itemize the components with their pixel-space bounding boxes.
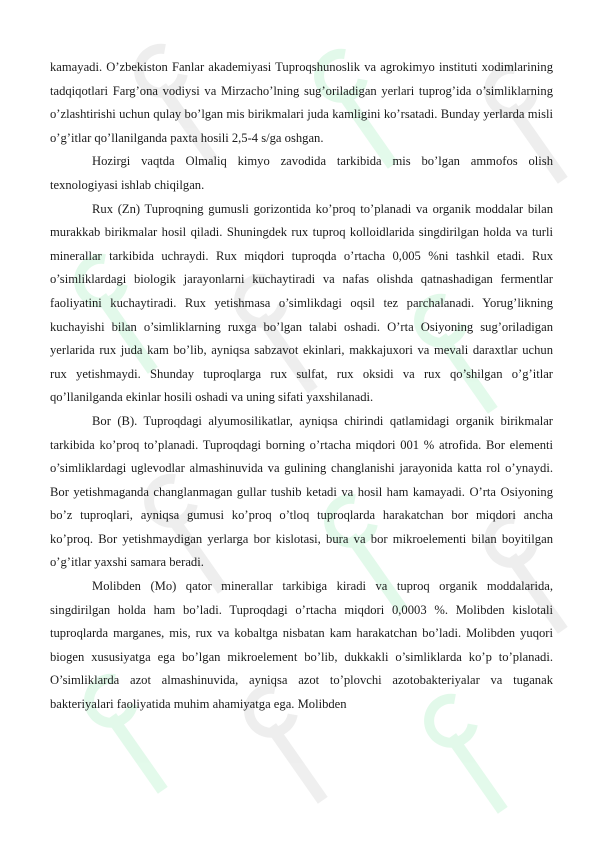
paragraph: Molibden (Mo) qator minerallar tarkibiga kiradi va tuproq organik moddalarida, singdirilgan holda ham bo’ladi. Tuproqdagi o’rtacha miqdori 0,0003 %. Molibden kislotali tuproqlarda marganes, mis, rux va kobaltga nisbatan kam harakatchan bo’ladi. Molibden yuqori biogen xususiyatga ega bo’lgan mikroelement bo’lib, dukkakli o’simliklarda ko’p to’planadi. O’simliklarda azot almashinuvida, ayniqsa azot to’plovchi azotobakteriyalar va tuganak bakteriyalari faoliyatida muhim ahamiyatga ega. Molibden [50, 579, 553, 712]
paragraph: Bor (B). Tuproqdagi alyumosilikatlar, ayniqsa chirindi qatlamidagi organik birikmalar tarkibida ko’proq to’planadi. Tuproqdagi borning o’rtacha miqdori 001 % atrofida. Bor elementi o’simliklardagi uglevodlar almashinuvida va gulining changlanishi jarayonida katta rol o’ynaydi. Bor yetishmaganda changlanmagan gullar tushib ketadi va hosil ham kamayadi. O’rta Osiyoning bo’z tuproqlari, ayniqsa gumusi ko’proq o’tloq tuproqlarda harakatchan bor miqdori ancha ko’proq. Bor yetishmaydigan yerlarga bor kislotasi, bura va bor mikroelementi bilan boyitilgan o’g’itlar yaxshi samara beradi. [50, 413, 553, 570]
document-page [50, 56, 553, 717]
paragraph: Hozirgi vaqtda Olmaliq kimyo zavodida tarkibida mis bo’lgan ammofos olish texnologiyasi ishlab chiqilgan. [50, 154, 553, 192]
paragraph: Rux (Zn) Tuproqning gumusli gorizontida ko’proq to’planadi va organik moddalar bilan murakkab birikmalar hosil qiladi. Shuningdek rux tuproq kolloidlarida singdirilgan holda va turli minerallar tarkibida uchraydi. Rux miqdori tuproqda o’rtacha 0,005 %ni tashkil etadi. Rux o’simliklardagi biologik jarayonlarni kuchaytiradi va nafas olishda qatnashadigan fermentlar faoliyatini kuchaytiradi. Rux yetishmasa o’simlikdagi oqsil tez parchalanadi. Yorug’likning kuchayishi bilan o’simliklarning ruxga bo’lgan talabi oshadi. O’rta Osiyoning sug’oriladigan yerlarida rux juda kam bo’lib, ayniqsa sabzavot ekinlari, makkajuxori va mevali daraxtlar uchun rux yetishmaydi. Shunday tuproqlarga rux sulfat, rux oksidi va rux qo’shilgan o’g’itlar qo’llanilganda ekinlar hosili oshadi va uning sifati yaxshilanadi. [50, 201, 553, 405]
paragraph: kamayadi. O’zbekiston Fanlar akademiyasi Tuproqshunoslik va agrokimyo instituti xodimlarining tadqiqotlari Farg’ona vodiysi va Mirzacho’lning sug’oriladigan yerlari tuprog’ida o’simliklarning o’zlashtirishi uchun qulay bo’lgan mis birikmalari juda kamligini ko’rsatadi. Bunday yerlarda misli o’g’itlar qo’llanilganda paxta hosili 2,5-4 s/ga oshgan. [50, 60, 553, 145]
